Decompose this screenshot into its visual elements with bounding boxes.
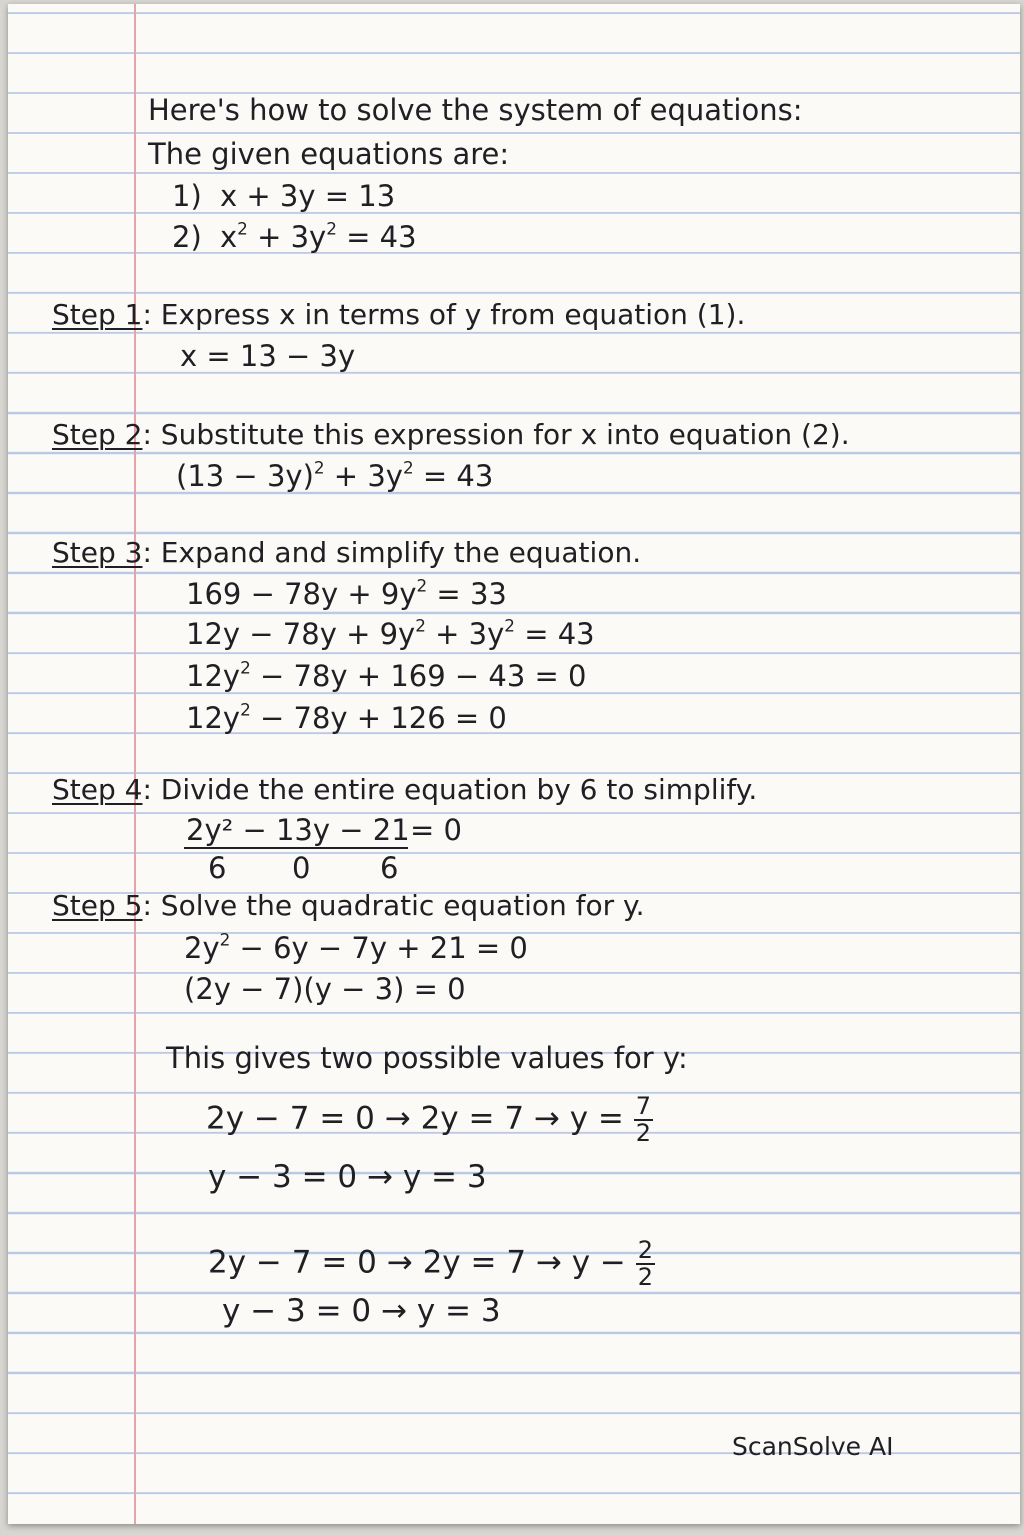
fraction-denominator: 2 [637,1263,654,1292]
intro-line-1: Here's how to solve the system of equations: [148,93,803,127]
margin-line [134,4,136,1524]
step-2-label: Step 2 [52,418,143,451]
solution-row-3 [208,1238,655,1290]
solution-row-1 [206,1094,653,1146]
solutions-intro: This gives two possible values for y: [166,1041,688,1075]
step-5-heading [52,889,645,922]
step-3-line-2: $12y - 78y + 9y^2 + 3y^2 = 43$ [186,615,595,651]
step-3-line-4: $12y^2 - 78y + 126 = 0$ [186,699,507,735]
equation-2: $x^2 + 3y^2 = 43$ [220,218,417,254]
solution-row-2: y − 3 = 0 → y = 3 [208,1159,487,1195]
step-3-text: : Expand and simplify the equation. [142,536,642,569]
step-1-label: Step 1 [52,298,143,331]
step-4-label: Step 4 [52,773,143,806]
step-5-line-1: $2y^2 - 6y - 7y + 21 = 0$ [184,929,528,965]
solution-row-1-text: 2y − 7 = 0 → 2y = 7 → y = [206,1100,624,1137]
solution-row-4: y − 3 = 0 → y = 3 [222,1293,501,1329]
step-5-text: : Solve the quadratic equation for y. [142,889,645,922]
step-4-text: : Divide the entire equation by 6 to simplify. [142,773,758,806]
equation-2-number: 2) [172,220,202,254]
step-1-text: : Express x in terms of y from equation (1). [142,298,746,331]
step-4-denominator-2: 0 [292,851,311,885]
step-4-denominator-3: 6 [380,851,399,885]
equation-1: x + 3y = 13 [220,179,396,213]
solution-row-3-text: 2y − 7 = 0 → 2y = 7 → y − [208,1244,626,1281]
step-3-heading [52,536,642,569]
fraction-denominator: 2 [635,1119,652,1148]
step-1-line-1: x = 13 − 3y [180,339,356,373]
fraction-2-over-2 [636,1238,655,1290]
step-4-denominator-1: 6 [208,851,227,885]
step-2-text: : Substitute this expression for x into equation (2). [142,418,850,451]
step-4-heading [52,773,758,806]
brand-label: ScanSolve AI [732,1432,894,1461]
fraction-numerator: 2 [637,1236,654,1264]
equation-1-number: 1) [172,179,202,213]
step-3-line-3: $12y^2 - 78y + 169 - 43 = 0$ [186,657,587,693]
step-2-line-1: $(13 - 3y)^2 + 3y^2 = 43$ [176,457,494,493]
step-3-label: Step 3 [52,536,143,569]
intro-line-2: The given equations are: [148,137,510,171]
step-4-numerator: 2y² − 13y − 21 [186,813,410,847]
fraction-numerator: 7 [635,1092,652,1120]
step-1-heading [52,298,746,331]
step-5-label: Step 5 [52,889,143,922]
step-5-line-2: (2y − 7)(y − 3) = 0 [184,972,466,1006]
notebook-page [8,4,1020,1524]
step-4-equals: = 0 [410,813,462,847]
step-3-line-1: $169 - 78y + 9y^2 = 33$ [186,575,507,611]
step-4-fraction-bar [184,847,408,849]
fraction-7-over-2 [634,1094,653,1146]
step-2-heading [52,418,850,451]
